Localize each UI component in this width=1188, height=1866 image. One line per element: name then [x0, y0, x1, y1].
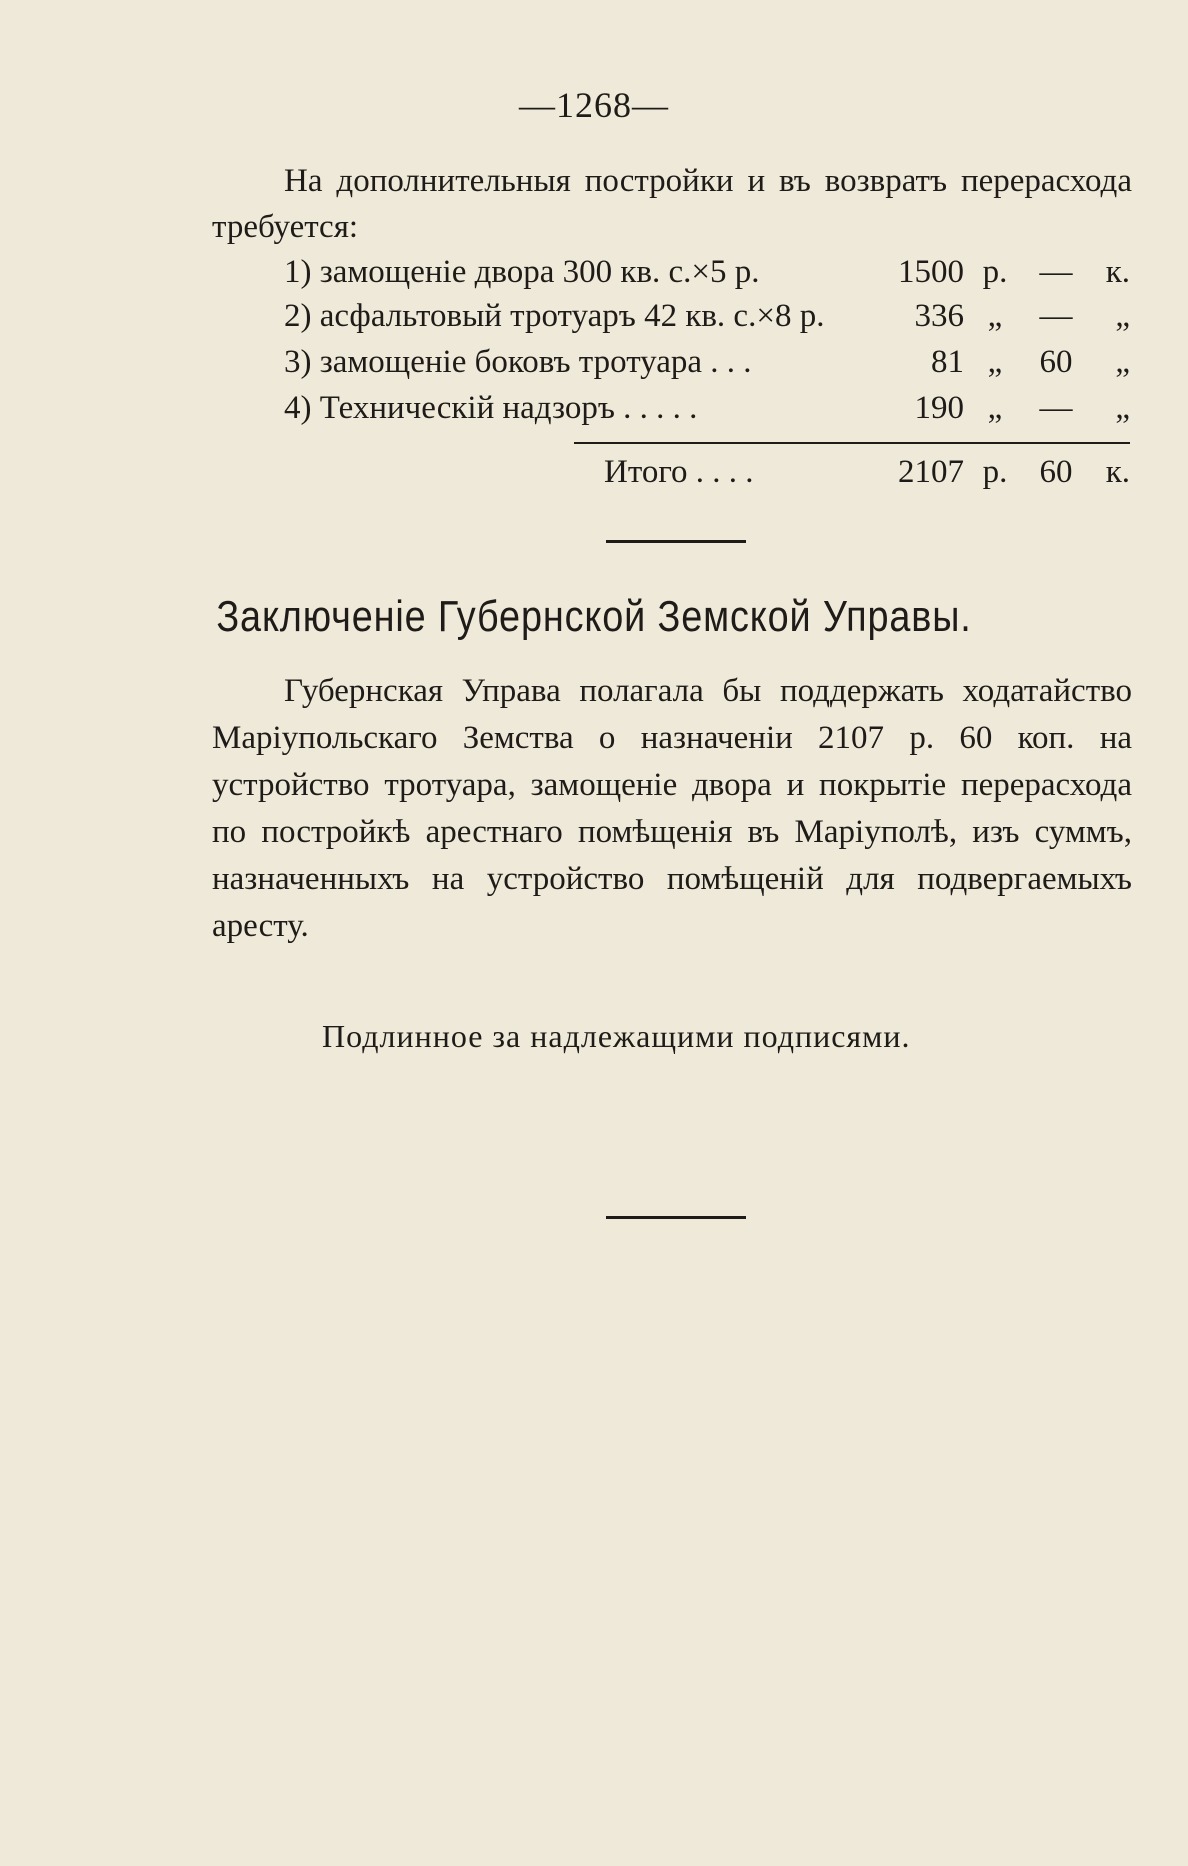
cost-currency: „: [987, 390, 1003, 426]
conclusion-paragraph: Губернская Управа полагала бы поддержать ходатайство Маріупольскаго Земства о назначеніи 2107 р. 60 коп. на устройство тротуара, замощеніе двора и покрытіе перерасхода по постройкѣ арестнаго помѣщенія въ Маріуполѣ, изъ суммъ, назначенныхъ на устройство помѣщеній для подвергаемыхъ аресту.: [212, 673, 1132, 944]
cost-label: 1) замощеніе двора 300 кв. с.×5 р.: [284, 254, 760, 290]
total-label: Итого . . . .: [604, 454, 754, 490]
cost-kopeks: —: [1039, 298, 1073, 334]
total-amount: [884, 450, 1130, 494]
cost-kopeks: —: [1039, 254, 1073, 290]
cost-row-1: [284, 250, 1130, 294]
cost-label: 4) Техническій надзоръ . . . . .: [284, 390, 698, 426]
cost-amount: [884, 340, 1130, 384]
cost-kop-unit: „: [1115, 298, 1130, 334]
total-kop-unit: к.: [1105, 454, 1130, 490]
section-heading: Заключеніе Губернской Земской Управы.: [216, 592, 972, 641]
total-row: [604, 450, 1130, 494]
cost-row-2: [284, 294, 1130, 338]
cost-row-3: [284, 340, 1130, 384]
sum-rule: [574, 442, 1130, 444]
cost-rubles: 1500: [898, 254, 964, 290]
cost-kop-unit: „: [1115, 390, 1130, 426]
cost-rubles: 190: [914, 390, 964, 426]
cost-currency: р.: [982, 254, 1008, 290]
cost-rubles: 81: [931, 344, 964, 380]
cost-amount: [884, 294, 1130, 338]
total-rubles: 2107: [898, 454, 964, 490]
section-divider: [606, 540, 746, 543]
cost-amount: [884, 250, 1130, 294]
total-kopeks: 60: [1039, 454, 1073, 490]
cost-currency: „: [987, 298, 1003, 334]
end-divider: [606, 1216, 746, 1219]
cost-kop-unit: „: [1115, 344, 1130, 380]
cost-kopeks: 60: [1039, 344, 1073, 380]
page-number: —1268—: [519, 85, 669, 125]
cost-label: 3) замощеніе боковъ тротуара . . .: [284, 344, 752, 380]
total-currency: р.: [982, 454, 1008, 490]
cost-kopeks: —: [1039, 390, 1073, 426]
cost-rubles: 336: [914, 298, 964, 334]
cost-currency: „: [987, 344, 1003, 380]
closing-line: Подлинное за надлежащими подписями.: [322, 1018, 911, 1054]
intro-paragraph: На дополнительныя постройки и въ возвратъ перерасхода требуется:: [212, 163, 1132, 245]
cost-label: 2) асфальтовый тротуаръ 42 кв. с.×8 р.: [284, 298, 825, 334]
cost-amount: [884, 386, 1130, 430]
cost-kop-unit: к.: [1105, 254, 1130, 290]
cost-row-4: [284, 386, 1130, 430]
